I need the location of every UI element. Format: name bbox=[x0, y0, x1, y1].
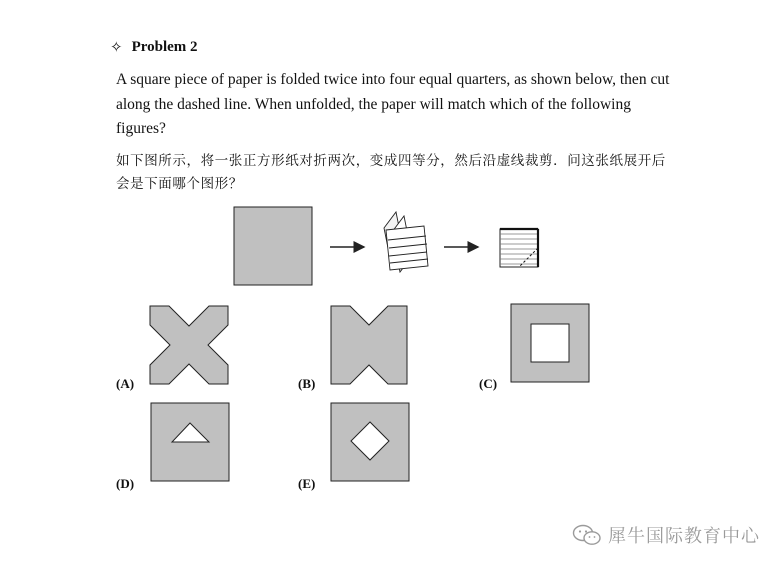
problem-text-english: A square piece of paper is folded twice into four equal quarters, as shown below, then cut along the dashed line. When unfolded, the paper will match which of the following figures? bbox=[116, 71, 670, 137]
option-e-shape bbox=[331, 403, 409, 481]
option-c-label: (C) bbox=[479, 376, 498, 391]
watermark bbox=[572, 522, 760, 548]
option-c-shape bbox=[511, 304, 589, 382]
option-e-label: (E) bbox=[298, 476, 316, 491]
watermark-text: 犀牛国际教育中心 bbox=[608, 526, 760, 547]
folding-paper-illustration bbox=[384, 212, 428, 272]
problem-title: Problem 2 bbox=[131, 39, 198, 55]
option-b-shape bbox=[331, 306, 407, 384]
option-d-label: (D) bbox=[116, 476, 135, 491]
wechat-icon bbox=[572, 523, 602, 547]
option-a-shape bbox=[150, 306, 228, 384]
folded-quarter bbox=[500, 229, 538, 267]
problem-text-chinese: 如下图所示，将一张正方形纸对折两次，变成四等分，然后沿虚线裁剪．问这张纸展开后会是下面哪个图形？ bbox=[116, 153, 666, 192]
option-b-label: (B) bbox=[298, 376, 316, 391]
sparkle-icon: ✧ bbox=[110, 40, 123, 56]
paper-square bbox=[234, 207, 312, 285]
option-a-label: (A) bbox=[116, 376, 135, 391]
option-d-shape bbox=[151, 403, 229, 481]
